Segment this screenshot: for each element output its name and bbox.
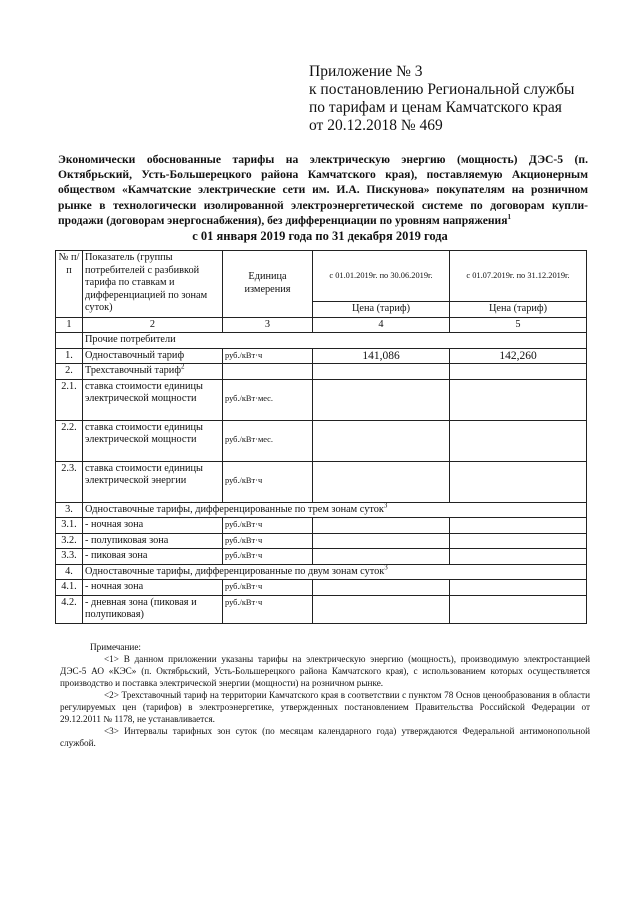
note-2: <2> Трехставочный тариф на территории Камчатского края в соответствии с пунктом 78 Основ ценообразования в области регулируемых цен (тарифов) в электроэнергетике, утвержденных постановлением Правительства Российской Федерации от 29.12.2011 № 1178, не устанавливается. (60, 690, 590, 724)
colnum-4: 4 (313, 317, 450, 333)
header-indicator: Показатель (группы потребителей с разбивкой тарифа по ставкам и дифференциацией по зонам суток) (83, 251, 223, 318)
row-unit: руб./кВт·ч (223, 595, 313, 623)
row-num: 4.2. (56, 595, 83, 623)
row-unit: руб./кВт·ч (223, 348, 313, 364)
row-num: 1. (56, 348, 83, 364)
colnum-5: 5 (450, 317, 587, 333)
row-unit: руб./кВт·ч (223, 549, 313, 565)
row-name (83, 564, 587, 580)
appendix-resolution-line: к постановлению Региональной службы (309, 81, 575, 98)
appendix-header (309, 63, 609, 135)
table-row (56, 564, 587, 580)
row-num: 3.3. (56, 549, 83, 565)
table-row (56, 595, 587, 623)
appendix-date-line: от 20.12.2018 № 469 (309, 117, 443, 134)
header-period-1: с 01.01.2019г. по 30.06.2019г. (313, 251, 450, 302)
row-name: - полупиковая зона (83, 533, 223, 549)
row-name-text: Трехставочный тариф (85, 365, 181, 376)
row-name: - дневная зона (пиковая и полупиковая) (83, 595, 223, 623)
table-row (56, 518, 587, 534)
row-num: 2. (56, 364, 83, 380)
row-name: - пиковая зона (83, 549, 223, 565)
tariff-period: с 01 января 2019 года по 31 декабря 2019 года (192, 229, 448, 243)
table-row (56, 461, 587, 502)
row-name (83, 364, 223, 380)
row-unit: руб./кВт·мес. (223, 379, 313, 420)
table-row (56, 502, 587, 518)
row-name (83, 502, 587, 518)
table-row (56, 533, 587, 549)
tariff-table (55, 250, 587, 624)
table-row (56, 379, 587, 420)
row-name-text: Одноставочные тарифы, дифференцированные по трем зонам суток (85, 503, 384, 515)
document-title (58, 152, 588, 228)
footnote-mark: 3 (384, 564, 388, 572)
footnote-mark: 3 (383, 502, 388, 510)
row-num: 3. (56, 502, 83, 518)
table-row (56, 580, 587, 596)
appendix-number: Приложение № 3 (309, 63, 423, 80)
appendix-service-line: по тарифам и ценам Камчатского края (309, 99, 562, 116)
row-name-text: Одноставочные тарифы, дифференцированные по двум зонам суток (85, 565, 385, 577)
row-name: - ночная зона (83, 580, 223, 596)
row-unit: руб./кВт·ч (223, 518, 313, 534)
header-price-1: Цена (тариф) (313, 302, 450, 318)
row-num: 3.2. (56, 533, 83, 549)
row-num: 4.1. (56, 580, 83, 596)
row-unit: руб./кВт·ч (223, 580, 313, 596)
note-1: <1> В данном приложении указаны тарифы на электрическую энергию (мощность), производимую электростанцией ДЭС-5 АО «КЭС» (п. Октябрьский, Усть-Большерецкого района Камчатского края), с использованием которых осуществляется производство и поставка электрической энергии (мощности) на розничном рынке. (60, 654, 590, 688)
title-footnote-mark: 1 (507, 212, 511, 221)
row-num: 2.1. (56, 379, 83, 420)
table-row (56, 420, 587, 461)
row-unit: руб./кВт·ч (223, 533, 313, 549)
table-row (56, 549, 587, 565)
header-price-2: Цена (тариф) (450, 302, 587, 318)
header-num: № п/п (56, 251, 83, 318)
row-name: ставка стоимости единицы электрической энергии (83, 461, 223, 502)
table-row (56, 364, 587, 380)
table-row (56, 348, 587, 364)
table-row (56, 333, 587, 349)
column-number-row (56, 317, 587, 333)
row-name: Одноставочный тариф (83, 348, 223, 364)
price-h1: 141,086 (313, 348, 450, 364)
document-title-text: Экономически обоснованные тарифы на электрическую энергию (мощность) ДЭС-5 (п. Октябрьский, Усть-Большерецкого района Камчатского края), поставляемую Акционерным обществом «Камчатские электрические сети им. И.А. Пискунова» покупателям на розничном рынке в технологически изолированной электроэнергетической системе по договорам купли-продажи (договорам энергоснабжения), без дифференциации по уровням напряжения (58, 153, 588, 227)
row-unit: руб./кВт·ч (223, 461, 313, 502)
colnum-3: 3 (223, 317, 313, 333)
colnum-1: 1 (56, 317, 83, 333)
row-num: 2.2. (56, 420, 83, 461)
row-name: ставка стоимости единицы электрической мощности (83, 379, 223, 420)
table-header-row (56, 251, 587, 302)
note-3: <3> Интервалы тарифных зон суток (по месяцам календарного года) утверждаются Федеральной антимонопольной службой. (60, 726, 590, 748)
row-name: ставка стоимости единицы электрической мощности (83, 420, 223, 461)
row-unit: руб./кВт·мес. (223, 420, 313, 461)
notes-section (60, 641, 590, 749)
header-unit: Единица измерения (223, 251, 313, 318)
row-num: 4. (56, 564, 83, 580)
row-num: 3.1. (56, 518, 83, 534)
notes-heading: Примечание: (90, 642, 141, 652)
price-h2: 142,260 (450, 348, 587, 364)
row-name: - ночная зона (83, 518, 223, 534)
row-num: 2.3. (56, 461, 83, 502)
footnote-mark: 2 (181, 363, 185, 371)
header-period-2: с 01.07.2019г. по 31.12.2019г. (450, 251, 587, 302)
colnum-2: 2 (83, 317, 223, 333)
consumer-group: Прочие потребители (83, 333, 587, 349)
